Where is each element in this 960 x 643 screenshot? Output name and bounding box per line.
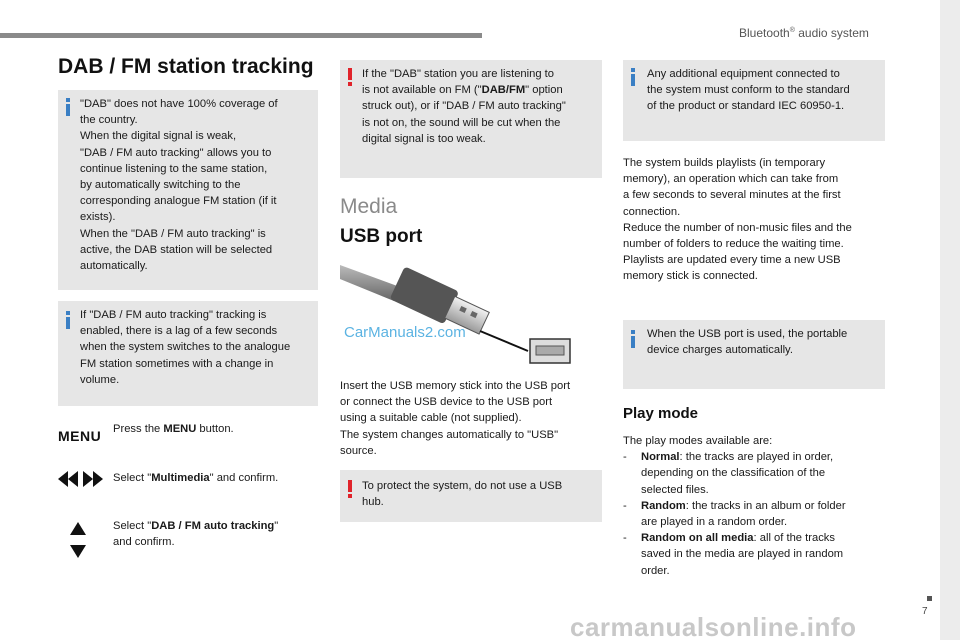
list-item: - Random on all media: all of the tracks saved in the media are played in random order. xyxy=(623,532,844,577)
up-down-arrows-icon xyxy=(70,522,86,558)
top-rule xyxy=(0,33,482,38)
page-number: 7 xyxy=(922,606,928,617)
usb-insert-text: Insert the USB memory stick into the USB port or connect the USB device to the USB port using a suitable cable (not supplied). The system changes automatically to "USB" source. xyxy=(340,380,571,457)
info-note-dab-coverage: "DAB" does not have 100% coverage of the country. When the digital signal is weak, "DAB / FM auto tracking" allows you to continue listening to the same station, by automatically switching to the corresponding analogue FM station (if it exists). When the "DAB / FM auto tracking" is active, the DAB station will be selected automatically. xyxy=(58,90,318,290)
watermark: CarManuals2.com xyxy=(344,324,466,341)
left-right-arrows-icon xyxy=(58,470,103,488)
section-title: Bluetooth® audio system xyxy=(739,26,869,40)
playlist-text: The system builds playlists (in temporary memory), an operation which can take from a few seconds to several minutes at the first connection. Reduce the number of non-music files and the number of folders to reduce the waiting time. Playlists are updated every time a new USB memory stick is connected. xyxy=(623,157,852,283)
menu-button-icon: MENU xyxy=(58,428,102,444)
page-edge-strip xyxy=(940,0,960,640)
list-item: - Random: the tracks in an album or folder are played in a random order. xyxy=(623,499,846,529)
play-mode-heading: Play mode xyxy=(623,405,699,422)
step-press-menu: Press the MENU button. xyxy=(113,423,234,435)
media-heading: Media xyxy=(340,195,398,218)
footer-watermark: carmanualsonline.info xyxy=(570,612,857,642)
page-title: DAB / FM station tracking xyxy=(58,55,314,78)
info-note-usb-charging: When the USB port is used, the portable device charges automatically. xyxy=(623,320,885,389)
usb-port-heading: USB port xyxy=(340,226,423,247)
play-mode-intro: The play modes available are: xyxy=(623,435,773,447)
step-select-dab-fm: Select "DAB / FM auto tracking" and confirm. xyxy=(113,520,279,549)
play-mode-list xyxy=(623,433,888,579)
list-item: - Normal: the tracks are played in order, depending on the classification of the selected files. xyxy=(623,451,834,496)
info-note-tracking-lag: If "DAB / FM auto tracking" tracking is enabled, there is a lag of a few seconds when the system switches to the analogue FM station sometimes with a change in volume. xyxy=(58,301,318,406)
step-select-multimedia: Select "Multimedia" and confirm. xyxy=(113,472,279,484)
warning-note-dab-unavailable: If the "DAB" station you are listening to is not available on FM ("DAB/FM" option struck out), or if "DAB / FM auto tracking" is not on, the sound will be cut when the digital signal is too weak. xyxy=(340,60,602,178)
warning-note-usb-hub: To protect the system, do not use a USB hub. xyxy=(340,470,602,522)
usb-connector-illustration xyxy=(340,253,600,373)
page-marker xyxy=(927,596,932,601)
info-note-equipment-standard: Any additional equipment connected to the system must conform to the standard of the product or standard IEC 60950-1. xyxy=(623,60,885,141)
